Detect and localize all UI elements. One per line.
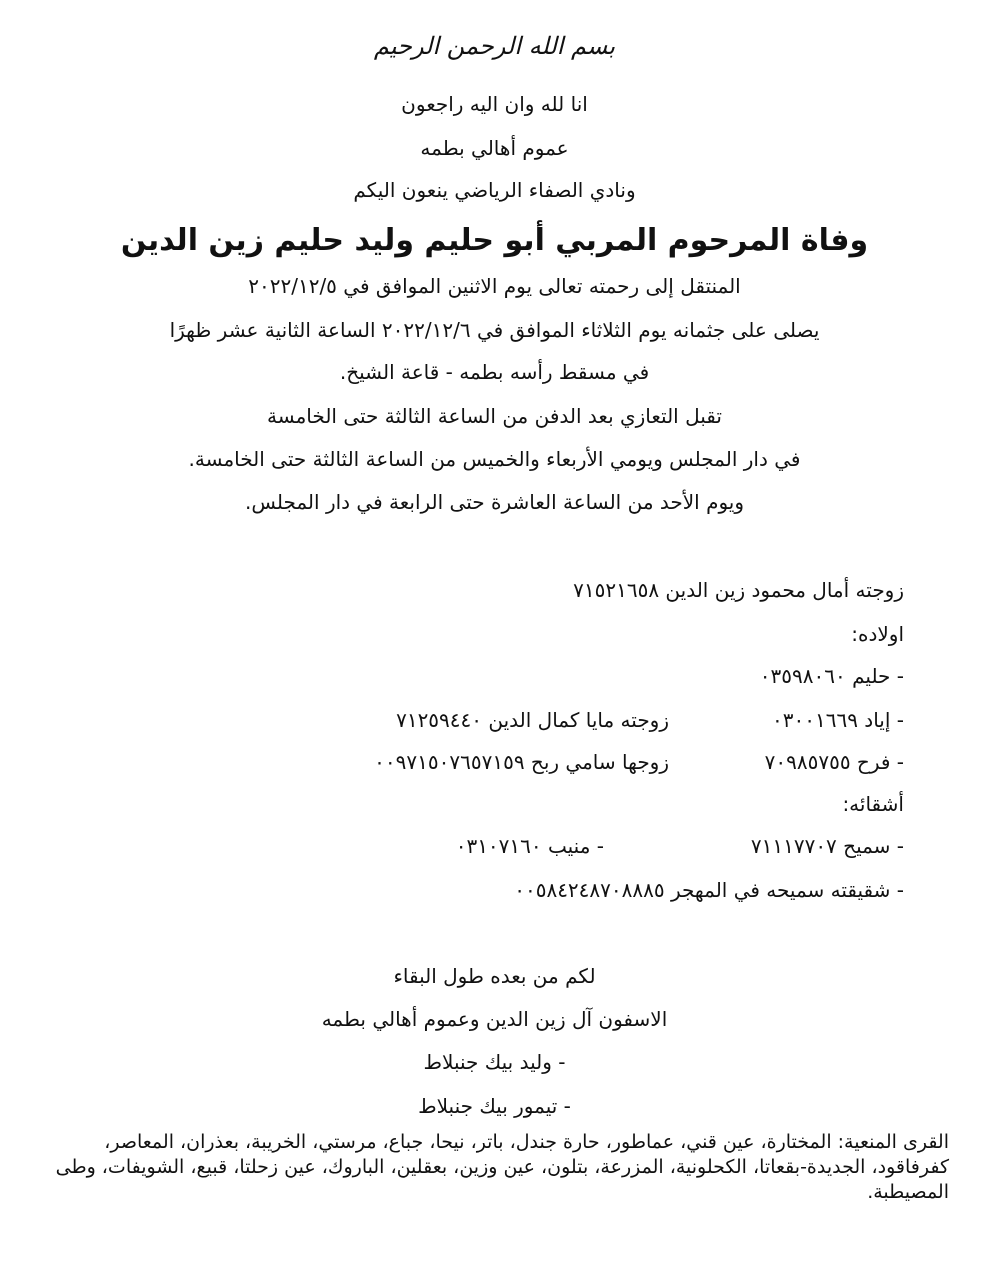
closing-line-1: لكم من بعده طول البقاء: [393, 964, 596, 988]
child-name-phone: - إياد ٠٣٠٠١٦٦٩: [772, 708, 904, 732]
wife-line: زوجته أمال محمود زين الدين ٧١٥٢١٦٥٨: [573, 578, 904, 602]
children-label: اولاده:: [851, 622, 904, 646]
child-spouse: زوجته مايا كمال الدين ٧١٢٥٩٤٤٠: [396, 708, 669, 732]
closing-line-3: - وليد بيك جنبلاط: [423, 1050, 566, 1074]
child-row: [104, 748, 904, 776]
sibling-entry: - سميح ٧١١١٧٧٠٧: [750, 834, 904, 858]
child-name-phone: - حليم ٠٣٥٩٨٠٦٠: [759, 664, 904, 688]
child-spouse: زوجها سامي ربح ٠٠٩٧١٥٠٧٦٥٧١٥٩: [374, 750, 669, 774]
child-row: [760, 662, 904, 690]
passing-date-line: المنتقل إلى رحمته تعالى يوم الاثنين الموافق في ٢٠٢٢/١٢/٥: [248, 274, 741, 298]
sister-line: - شقيقته سميحه في المهجر ٠٠٥٨٤٢٤٨٧٠٨٨٨٥: [514, 878, 904, 902]
basmala-calligraphy: بسم الله الرحمن الرحيم: [373, 32, 616, 60]
condolence-line-3: ويوم الأحد من الساعة العاشرة حتى الرابعة في دار المجلس.: [244, 490, 745, 514]
sibling-row: [104, 832, 904, 860]
funeral-location-line: في مسقط رأسه بطمه - قاعة الشيخ.: [339, 360, 650, 384]
funeral-prayer-line: يصلى على جثمانه يوم الثلاثاء الموافق في ٢٠٢٢/١٢/٦ الساعة الثانية عشر ظهرًا: [169, 318, 820, 342]
closing-line-2: الاسفون آل زين الدين وعموم أهالي بطمه: [321, 1007, 668, 1031]
closing-line-4: - تيمور بيك جنبلاط: [418, 1094, 571, 1118]
child-row: [104, 706, 904, 734]
announcer-line-1: عموم أهالي بطمه: [420, 136, 569, 160]
mourning-villages-paragraph: القرى المنعية: المختارة، عين قني، عماطور، حارة جندل، باتر، نيحا، جباع، مرستي، الخريبة، بعذران، المعاصر، كفرفاقود، الجديدة-بقعاتا، الكحلونية، المزرعة، بتلون، عين وزين، بعقلين، الباروك، عين زحلتا، قبيع، الشويفات، وطى المصيطبة.: [55, 1131, 949, 1203]
condolence-line-1: تقبل التعازي بعد الدفن من الساعة الثالثة حتى الخامسة: [267, 404, 722, 428]
announcer-line-2: ونادي الصفاء الرياضي ينعون اليكم: [353, 178, 636, 202]
quran-verse: انا لله وان اليه راجعون: [401, 92, 588, 116]
obituary-title: وفاة المرحوم المربي أبو حليم وليد حليم زين الدين: [120, 223, 869, 258]
sibling-entry: - منيب ٠٣١٠٧١٦٠: [455, 834, 604, 858]
child-name-phone: - فرح ٧٠٩٨٥٧٥٥: [764, 750, 904, 774]
condolence-line-2: في دار المجلس ويومي الأربعاء والخميس من الساعة الثالثة حتى الخامسة.: [188, 447, 801, 471]
siblings-label: أشقائه:: [842, 792, 904, 816]
